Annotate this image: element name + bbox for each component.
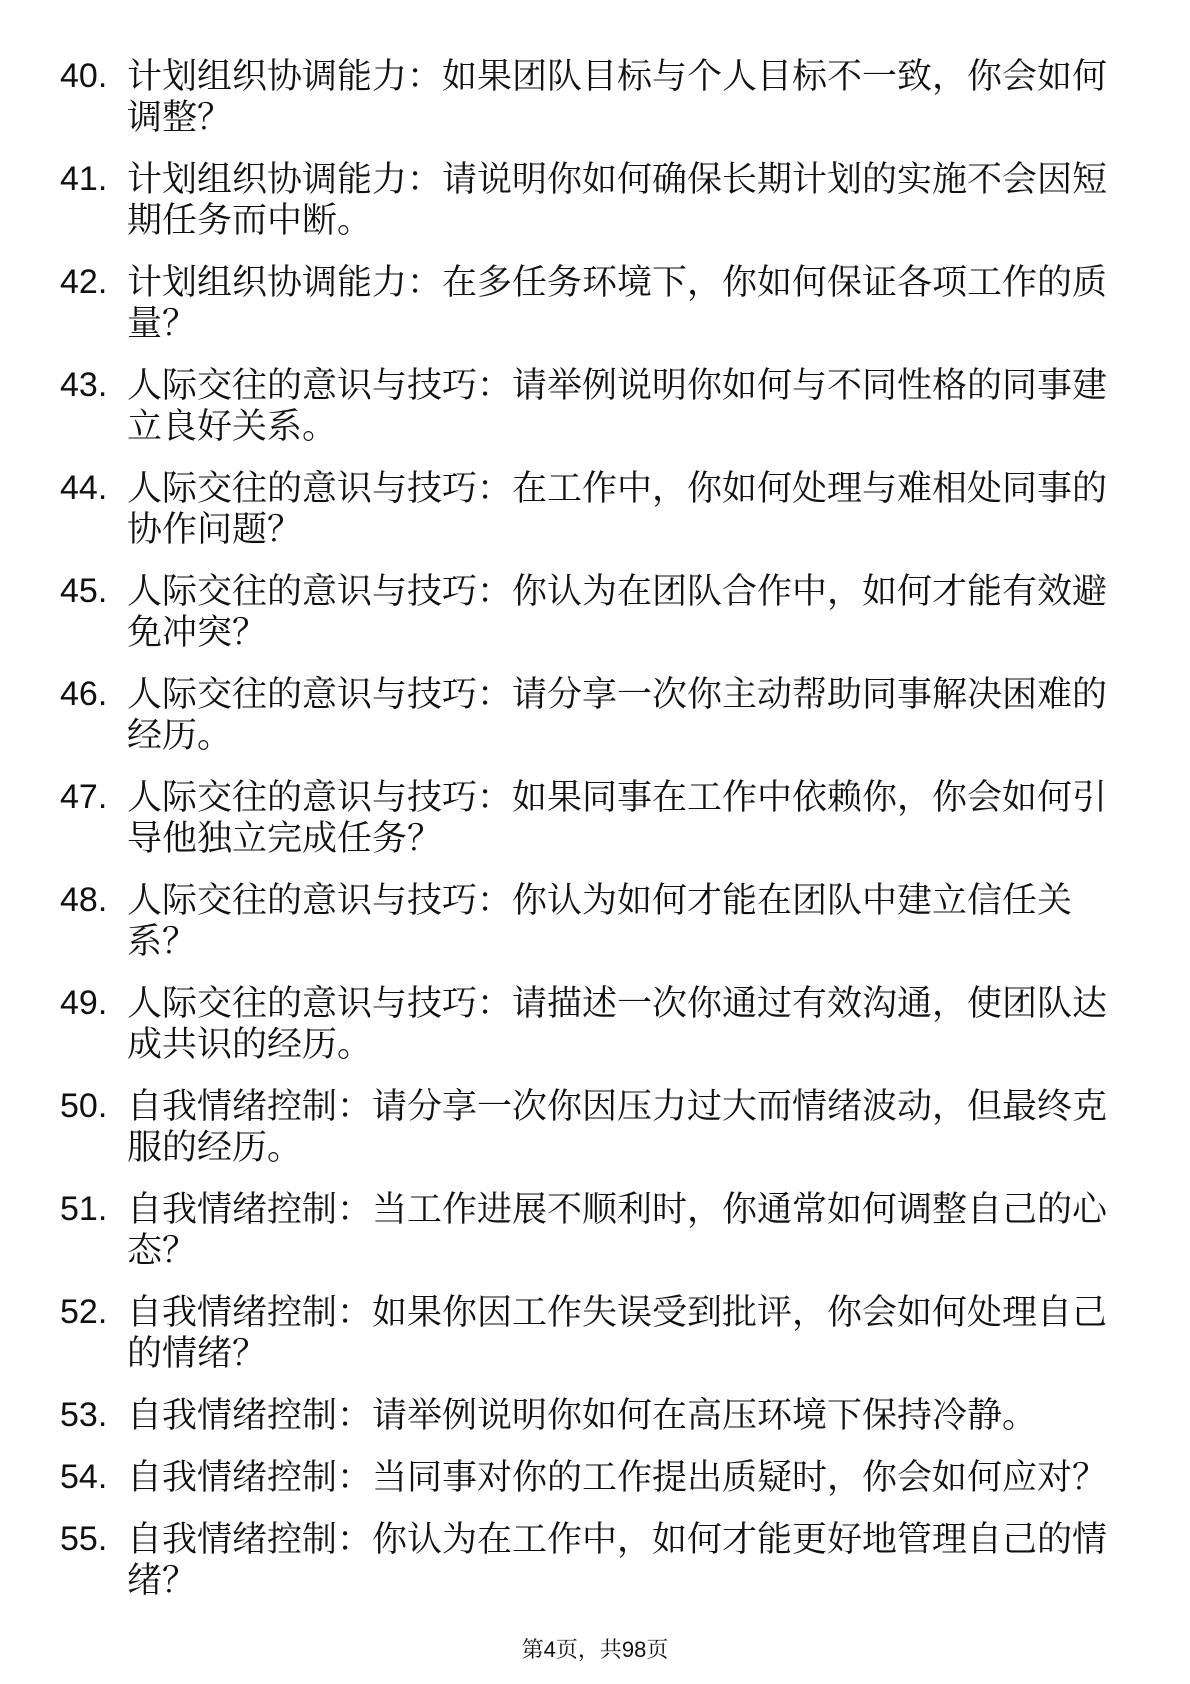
item-text: 自我情绪控制：当工作进展不顺利时，你通常如何调整自己的心态？	[127, 1190, 1108, 1270]
item-number: 54.	[60, 1458, 108, 1496]
item-number: 51.	[60, 1190, 108, 1228]
question-list	[60, 56, 1120, 1622]
item-text: 人际交往的意识与技巧：如果同事在工作中依赖你，你会如何引导他独立完成任务？	[127, 778, 1108, 858]
item-text: 人际交往的意识与技巧：请举例说明你如何与不同性格的同事建立良好关系。	[127, 366, 1108, 446]
list-item	[60, 1395, 1120, 1436]
item-number: 41.	[60, 160, 108, 198]
list-item	[60, 1086, 1120, 1168]
item-text: 人际交往的意识与技巧：在工作中，你如何处理与难相处同事的协作问题？	[127, 469, 1108, 549]
list-item	[60, 262, 1120, 344]
item-number: 46.	[60, 675, 108, 713]
list-item	[60, 674, 1120, 756]
list-item	[60, 983, 1120, 1065]
list-item	[60, 468, 1120, 550]
item-text: 人际交往的意识与技巧：你认为如何才能在团队中建立信任关系？	[127, 881, 1073, 961]
item-number: 40.	[60, 57, 108, 95]
list-item	[60, 365, 1120, 447]
item-number: 53.	[60, 1396, 108, 1434]
item-text: 计划组织协调能力：如果团队目标与个人目标不一致，你会如何调整？	[127, 57, 1108, 137]
item-text: 自我情绪控制：请举例说明你如何在高压环境下保持冷静。	[127, 1396, 1038, 1435]
item-text: 自我情绪控制：如果你因工作失误受到批评，你会如何处理自己的情绪？	[127, 1293, 1108, 1373]
item-number: 45.	[60, 572, 108, 610]
item-number: 52.	[60, 1293, 108, 1331]
list-item	[60, 571, 1120, 653]
item-text: 自我情绪控制：请分享一次你因压力过大而情绪波动，但最终克服的经历。	[127, 1087, 1108, 1167]
item-number: 49.	[60, 984, 108, 1022]
item-number: 43.	[60, 366, 108, 404]
item-text: 自我情绪控制：当同事对你的工作提出质疑时，你会如何应对？	[127, 1458, 1108, 1497]
item-text: 人际交往的意识与技巧：你认为在团队合作中，如何才能有效避免冲突？	[127, 572, 1108, 652]
list-item	[60, 159, 1120, 241]
item-text: 人际交往的意识与技巧：请分享一次你主动帮助同事解决困难的经历。	[127, 675, 1108, 755]
item-number: 55.	[60, 1520, 108, 1558]
list-item	[60, 1189, 1120, 1271]
list-item	[60, 1519, 1120, 1601]
item-number: 48.	[60, 881, 108, 919]
list-item	[60, 1457, 1120, 1498]
list-item	[60, 56, 1120, 138]
item-text: 计划组织协调能力：请说明你如何确保长期计划的实施不会因短期任务而中断。	[127, 160, 1108, 240]
item-number: 50.	[60, 1087, 108, 1125]
page-footer: 第4页，共98页	[521, 1637, 669, 1662]
item-text: 计划组织协调能力：在多任务环境下，你如何保证各项工作的质量？	[127, 263, 1108, 343]
list-item	[60, 777, 1120, 859]
item-number: 47.	[60, 778, 108, 816]
item-number: 42.	[60, 263, 108, 301]
list-item	[60, 880, 1120, 962]
item-number: 44.	[60, 469, 108, 507]
list-item	[60, 1292, 1120, 1374]
item-text: 人际交往的意识与技巧：请描述一次你通过有效沟通，使团队达成共识的经历。	[127, 984, 1108, 1064]
item-text: 自我情绪控制：你认为在工作中，如何才能更好地管理自己的情绪？	[127, 1520, 1108, 1600]
